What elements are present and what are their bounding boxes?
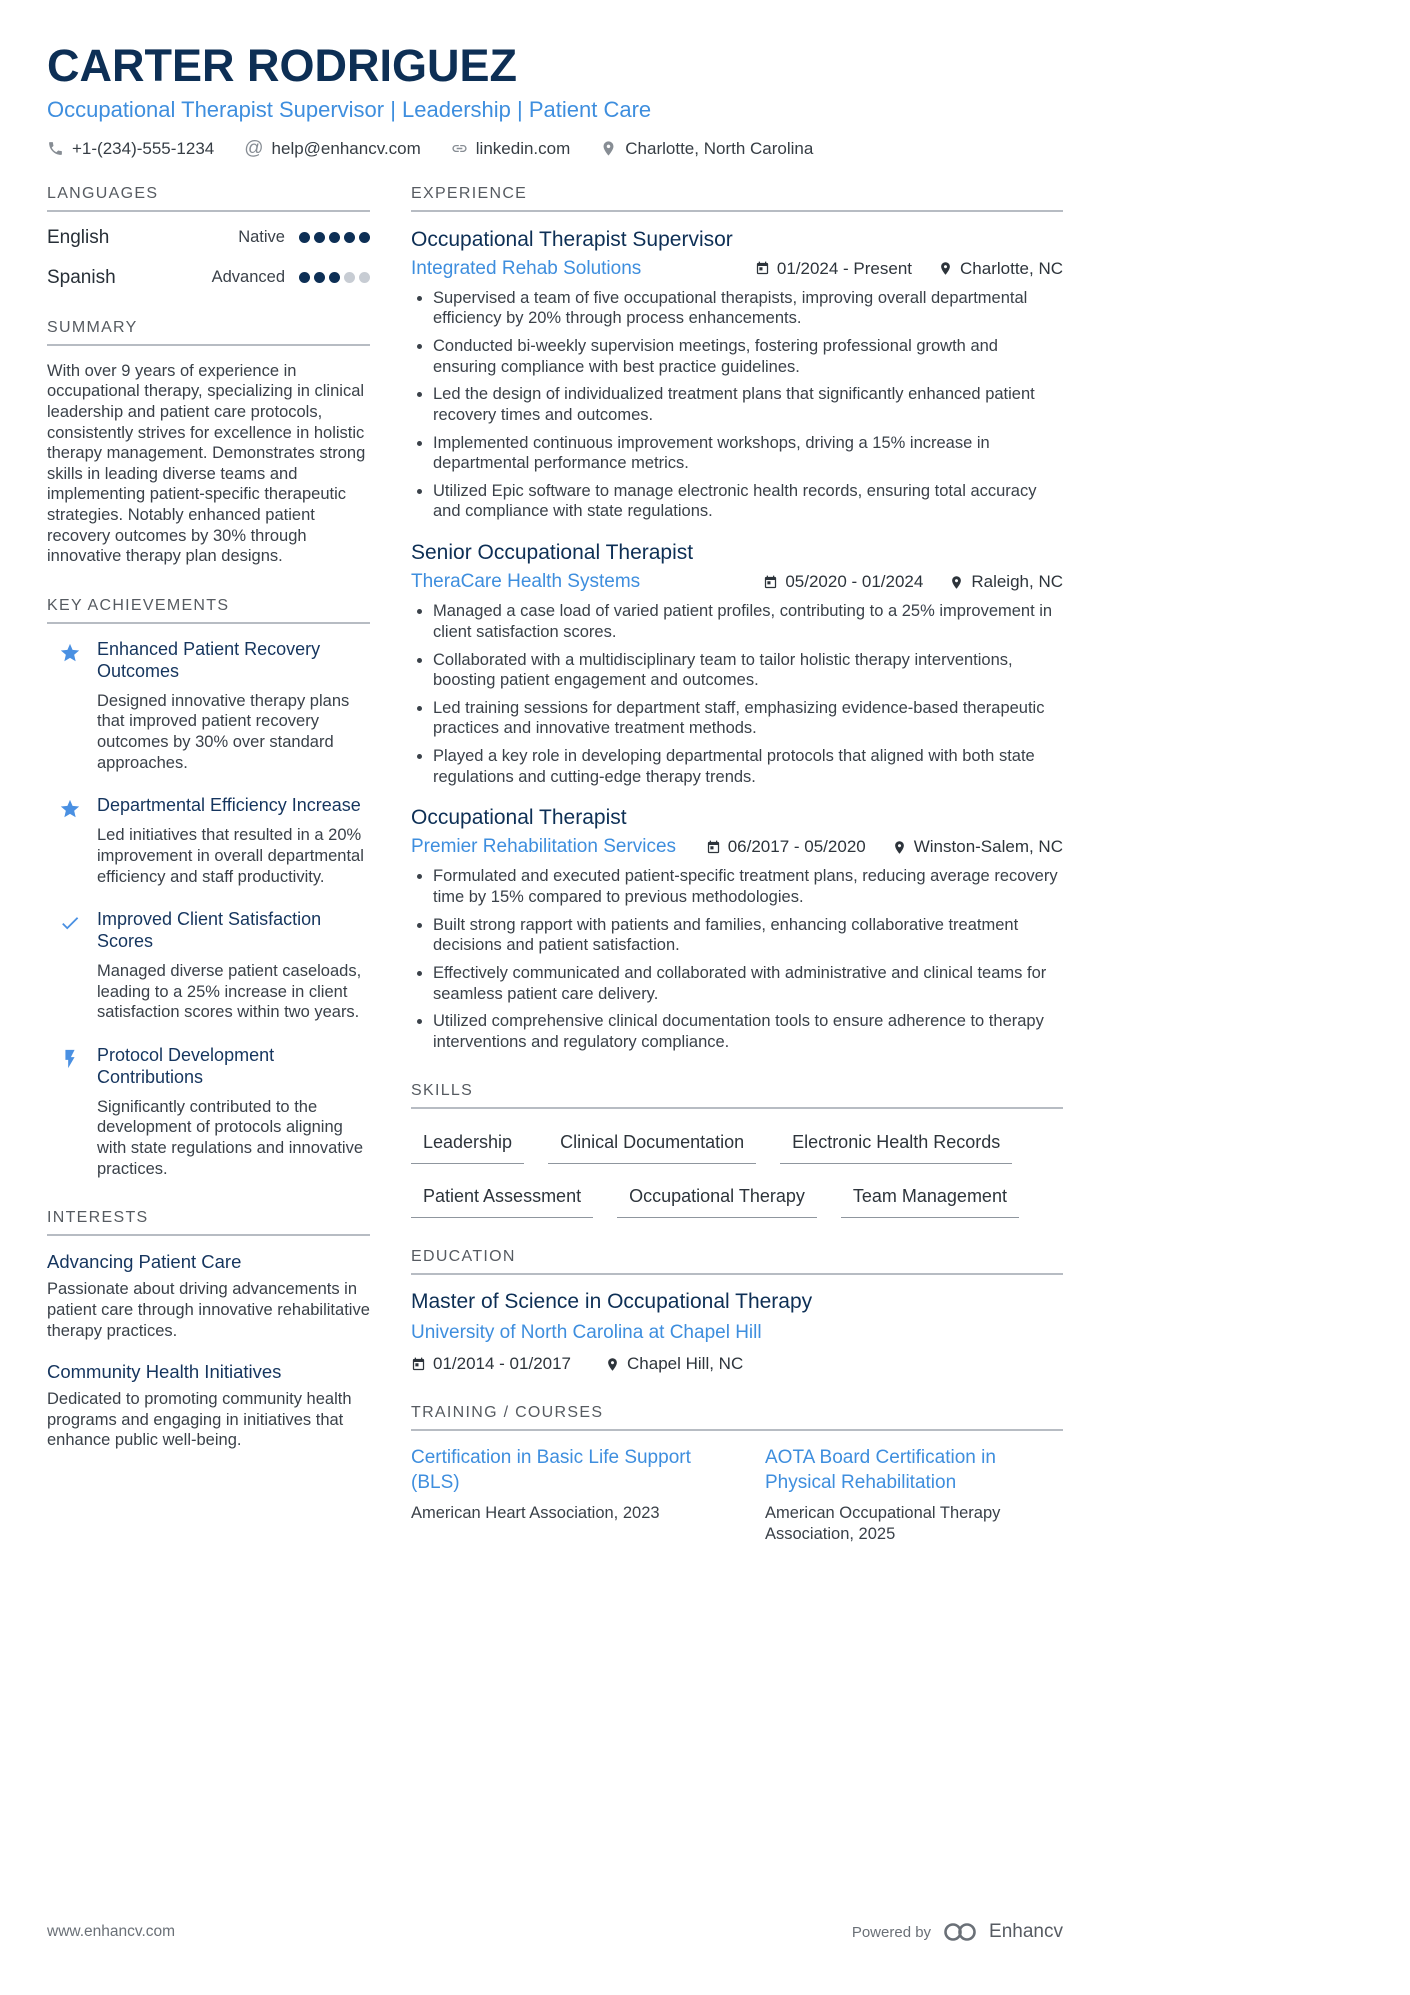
experience-entry bbox=[411, 805, 1063, 1052]
footer-url[interactable]: www.enhancv.com bbox=[47, 1923, 176, 1940]
section-education bbox=[411, 1248, 1063, 1374]
language-level: Native bbox=[238, 228, 285, 247]
bullet: • Collaborated with a multidisciplinary team to tailor holistic therapy interventions, boosting patient engagement and outcomes. bbox=[433, 650, 1063, 691]
language-rating bbox=[299, 272, 370, 283]
bullet: • Built strong rapport with patients and families, enhancing collaborative treatment decisions and patient satisfaction. bbox=[433, 915, 1063, 956]
phone-icon bbox=[47, 140, 64, 157]
interest-title: Community Health Initiatives bbox=[47, 1361, 282, 1383]
skills-list bbox=[411, 1124, 1063, 1218]
section-skills bbox=[411, 1082, 1063, 1218]
language-row bbox=[47, 227, 370, 249]
bolt-icon bbox=[59, 1048, 81, 1070]
course-title: AOTA Board Certification in Physical Rehabilitation bbox=[765, 1447, 996, 1493]
job-location: Charlotte, NC bbox=[938, 259, 1063, 279]
check-icon bbox=[59, 912, 81, 934]
website-link[interactable]: linkedin.com bbox=[475, 138, 571, 158]
job-location: Winston-Salem, NC bbox=[892, 837, 1063, 857]
job-bullets bbox=[411, 288, 1063, 522]
course-item bbox=[411, 1446, 709, 1544]
achievement-item bbox=[59, 1045, 370, 1179]
job-dates: 06/2017 - 05/2020 bbox=[706, 837, 866, 857]
enhancv-brand-name: Enhancv bbox=[989, 1921, 1063, 1942]
job-title: Occupational Therapist bbox=[411, 806, 627, 830]
bullet: • Conducted bi-weekly supervision meetings, fostering professional growth and ensuring compliance with best practice guidelines. bbox=[433, 336, 1063, 377]
calendar-icon bbox=[755, 261, 770, 276]
rating-dot-empty bbox=[359, 272, 370, 283]
link-icon bbox=[451, 140, 468, 157]
resume-header bbox=[47, 42, 1063, 159]
interest-item bbox=[47, 1251, 370, 1341]
achievement-text: Designed innovative therapy plans that improved patient recovery outcomes by 30% over standard approaches. bbox=[97, 691, 350, 772]
course-title: Certification in Basic Life Support (BLS) bbox=[411, 1447, 691, 1493]
job-bullets bbox=[411, 866, 1063, 1052]
job-dates: 05/2020 - 01/2024 bbox=[763, 572, 923, 592]
contact-phone bbox=[47, 139, 214, 159]
interest-text: Dedicated to promoting community health programs and engaging in initiatives that enhance public well-being. bbox=[47, 1390, 352, 1450]
bullet: • Utilized comprehensive clinical documentation tools to ensure adherence to therapy interventions and regulatory compliance. bbox=[433, 1011, 1063, 1052]
powered-by bbox=[852, 1921, 1063, 1943]
calendar-icon bbox=[411, 1357, 426, 1372]
course-text: American Heart Association, 2023 bbox=[411, 1504, 660, 1523]
section-key-achievements bbox=[47, 597, 370, 1179]
education-location: Chapel Hill, NC bbox=[605, 1354, 743, 1374]
rating-dot-filled bbox=[314, 272, 325, 283]
bullet: • Utilized Epic software to manage electronic health records, ensuring total accuracy and compliance with state regulations. bbox=[433, 481, 1063, 522]
bullet: • Led the design of individualized treatment plans that significantly enhanced patient recovery times and outcomes. bbox=[433, 384, 1063, 425]
achievement-text: Managed diverse patient caseloads, leading to a 25% increase in client satisfaction scores within two years. bbox=[97, 962, 362, 1022]
achievement-item bbox=[59, 909, 370, 1023]
skill-tag: Electronic Health Records bbox=[780, 1132, 1012, 1164]
bullet: • Effectively communicated and collaborated with administrative and clinical teams for seamless patient care delivery. bbox=[433, 963, 1063, 1004]
language-name: Spanish bbox=[47, 266, 116, 288]
email-address[interactable]: help@enhancv.com bbox=[271, 138, 421, 158]
course-item bbox=[765, 1446, 1063, 1544]
achievement-title: Improved Client Satisfaction Scores bbox=[97, 909, 322, 952]
language-name: English bbox=[47, 226, 110, 248]
job-location: Raleigh, NC bbox=[949, 572, 1063, 592]
section-interests bbox=[47, 1209, 370, 1451]
skill-tag: Patient Assessment bbox=[411, 1186, 593, 1218]
job-bullets bbox=[411, 601, 1063, 787]
languages-heading: LANGUAGES bbox=[47, 185, 370, 212]
experience-entry bbox=[411, 540, 1063, 787]
rating-dot-filled bbox=[329, 232, 340, 243]
rating-dot-filled bbox=[359, 232, 370, 243]
star-icon bbox=[59, 798, 81, 820]
interests-heading: INTERESTS bbox=[47, 1209, 370, 1236]
bullet: • Managed a case load of varied patient profiles, contributing to a 25% improvement in client satisfaction scores. bbox=[433, 601, 1063, 642]
bullet: • Formulated and executed patient-specific treatment plans, reducing average recovery time by 15% compared to previous methodologies. bbox=[433, 866, 1063, 907]
candidate-headline: Occupational Therapist Supervisor | Leadership | Patient Care bbox=[47, 97, 652, 123]
star-icon bbox=[59, 642, 81, 664]
company-name: TheraCare Health Systems bbox=[411, 571, 641, 593]
right-column bbox=[411, 185, 1063, 1575]
education-dates: 01/2014 - 01/2017 bbox=[411, 1354, 571, 1374]
bullet: • Supervised a team of five occupational therapists, improving overall departmental efficiency by 20% through process enhancements. bbox=[433, 288, 1063, 329]
achievement-title: Enhanced Patient Recovery Outcomes bbox=[97, 638, 321, 681]
skill-tag: Occupational Therapy bbox=[617, 1186, 817, 1218]
enhancv-logo-icon bbox=[941, 1921, 979, 1943]
language-row bbox=[47, 267, 370, 289]
language-level: Advanced bbox=[211, 268, 285, 287]
rating-dot-filled bbox=[314, 232, 325, 243]
achievement-item bbox=[59, 795, 370, 887]
interest-title: Advancing Patient Care bbox=[47, 1251, 242, 1273]
location-icon bbox=[892, 840, 907, 855]
contact-website[interactable] bbox=[451, 139, 571, 159]
summary-text: With over 9 years of experience in occupational therapy, specializing in clinical leadership and patient care protocols, consistently strives for excellence in holistic therapy management. Demonstrates strong skills in leading diverse teams and implementing patient-specific therapeutic strategies. Notably enhanced patient recovery outcomes by 30% through innovative therapy plan designs. bbox=[47, 361, 366, 566]
section-languages bbox=[47, 185, 370, 289]
company-name: Integrated Rehab Solutions bbox=[411, 257, 642, 279]
skill-tag: Clinical Documentation bbox=[548, 1132, 756, 1164]
summary-heading: SUMMARY bbox=[47, 319, 370, 346]
education-heading: EDUCATION bbox=[411, 1248, 1063, 1275]
course-text: American Occupational Therapy Association, 2025 bbox=[765, 1504, 1001, 1543]
location-icon bbox=[938, 261, 953, 276]
skill-tag: Team Management bbox=[841, 1186, 1019, 1218]
rating-dot-filled bbox=[299, 272, 310, 283]
contact-row bbox=[47, 139, 1063, 159]
location-icon bbox=[949, 575, 964, 590]
powered-by-label: Powered by bbox=[851, 1923, 932, 1941]
achievement-title: Departmental Efficiency Increase bbox=[97, 795, 361, 816]
skill-tag: Leadership bbox=[411, 1132, 524, 1164]
bullet: • Implemented continuous improvement workshops, driving a 15% increase in departmental performance metrics. bbox=[433, 433, 1063, 474]
section-training bbox=[411, 1404, 1063, 1544]
contact-location bbox=[600, 139, 813, 159]
experience-heading: EXPERIENCE bbox=[411, 185, 1063, 212]
calendar-icon bbox=[763, 575, 778, 590]
section-summary bbox=[47, 319, 370, 567]
bullet: • Led training sessions for department staff, emphasizing evidence-based therapeutic practices and innovative treatment methods. bbox=[433, 698, 1063, 739]
training-heading: TRAINING / COURSES bbox=[411, 1404, 1063, 1431]
bullet: • Played a key role in developing departmental protocols that aligned with both state regulations and cutting-edge therapy trends. bbox=[433, 746, 1063, 787]
location-text: Charlotte, North Carolina bbox=[625, 138, 814, 158]
key-achievements-heading: KEY ACHIEVEMENTS bbox=[47, 597, 370, 624]
rating-dot-filled bbox=[299, 232, 310, 243]
contact-email[interactable] bbox=[244, 139, 421, 159]
achievement-item bbox=[59, 639, 370, 773]
rating-dot-filled bbox=[344, 232, 355, 243]
achievement-title: Protocol Development Contributions bbox=[97, 1044, 275, 1087]
location-icon bbox=[605, 1357, 620, 1372]
job-title: Senior Occupational Therapist bbox=[411, 541, 694, 565]
interest-text: Passionate about driving advancements in patient care through innovative rehabilitative therapy practices. bbox=[47, 1280, 370, 1340]
phone-number: +1-(234)-555-1234 bbox=[72, 138, 215, 158]
job-dates: 01/2024 - Present bbox=[755, 259, 912, 279]
language-rating bbox=[299, 232, 370, 243]
job-title: Occupational Therapist Supervisor bbox=[411, 227, 733, 251]
candidate-name: CARTER RODRIGUEZ bbox=[47, 40, 517, 91]
left-column bbox=[47, 185, 370, 1575]
location-icon bbox=[600, 140, 617, 157]
calendar-icon bbox=[706, 840, 721, 855]
rating-dot-empty bbox=[344, 272, 355, 283]
page-footer bbox=[47, 1921, 1063, 1943]
achievement-text: Significantly contributed to the development of protocols aligning with state regulations and innovative practices. bbox=[97, 1097, 363, 1178]
achievement-text: Led initiatives that resulted in a 20% improvement in overall departmental efficiency and staff productivity. bbox=[97, 826, 364, 886]
company-name: Premier Rehabilitation Services bbox=[411, 836, 677, 858]
rating-dot-filled bbox=[329, 272, 340, 283]
degree-title: Master of Science in Occupational Therapy bbox=[411, 1290, 813, 1314]
experience-entry bbox=[411, 227, 1063, 522]
section-experience bbox=[411, 185, 1063, 1053]
school-name: University of North Carolina at Chapel Hill bbox=[411, 1322, 762, 1344]
interest-item bbox=[47, 1361, 370, 1451]
skills-heading: SKILLS bbox=[411, 1082, 1063, 1109]
at-icon: @ bbox=[244, 138, 264, 160]
